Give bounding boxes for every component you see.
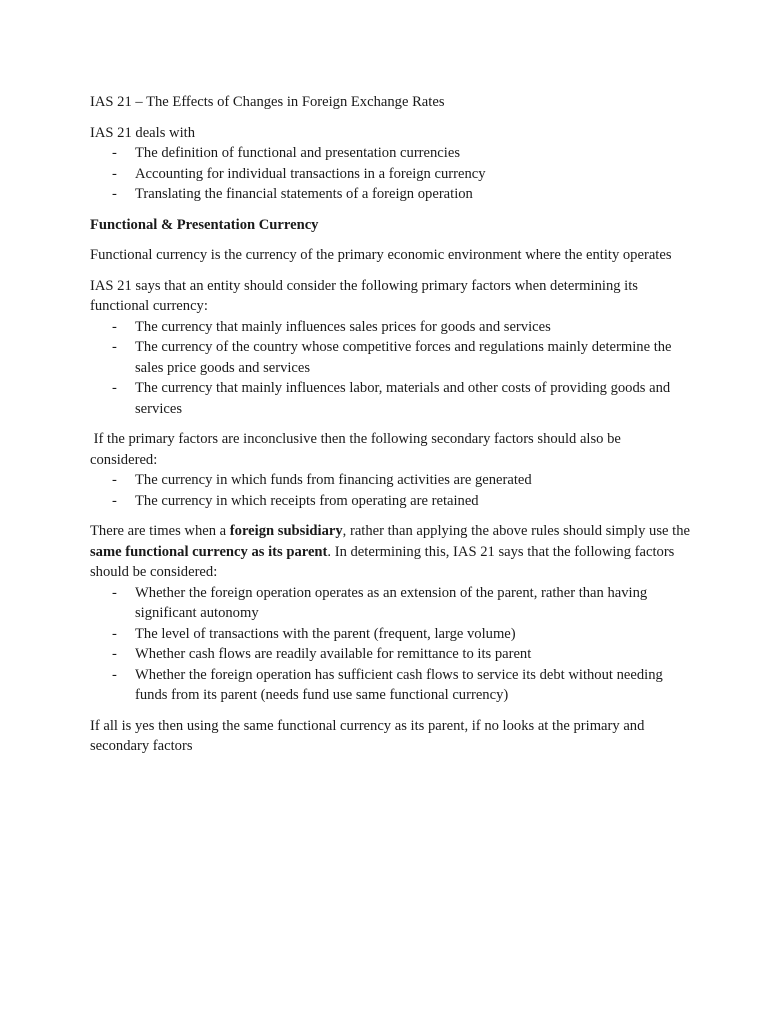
- list-item: - The currency in which receipts from operating are retained: [90, 491, 690, 512]
- subsidiary-text-3: . In determining this, IAS 21 says that the following factors should be considered:: [90, 543, 675, 580]
- list-item: - Whether the foreign operation operates as an extension of the parent, rather than having significant autonomy: [90, 583, 690, 624]
- list-item: - Accounting for individual transactions in a foreign currency: [90, 164, 690, 185]
- list-item: - Translating the financial statements of a foreign operation: [90, 184, 690, 205]
- secondary-factors-list: [90, 470, 690, 511]
- parent-factors-list: [90, 583, 690, 706]
- list-item: - The currency that mainly influences sales prices for goods and services: [90, 317, 690, 338]
- subsidiary-paragraph: [90, 521, 690, 583]
- list-item: - The currency in which funds from financing activities are generated: [90, 470, 690, 491]
- secondary-factors-intro: If the primary factors are inconclusive then the following secondary factors should also be considered:: [90, 431, 625, 468]
- primary-factors-list: [90, 317, 690, 420]
- intro-text: IAS 21 deals with: [90, 124, 195, 141]
- functional-definition: Functional currency is the currency of the primary economic environment where the entity operates: [90, 247, 672, 263]
- primary-factors-intro: IAS 21 says that an entity should consider the following primary factors when determining its functional currency:: [90, 277, 638, 314]
- section-heading: Functional & Presentation Currency: [90, 216, 319, 233]
- document-title: IAS 21 – The Effects of Changes in Foreign Exchange Rates: [90, 94, 445, 110]
- same-currency-emphasis: same functional currency as its parent: [90, 543, 328, 560]
- list-item: - The currency that mainly influences labor, materials and other costs of providing goods and services: [90, 378, 690, 419]
- document-page: [90, 92, 690, 757]
- list-item: - The definition of functional and presentation currencies: [90, 143, 690, 164]
- conclusion-text: If all is yes then using the same functional currency as its parent, if no looks at the primary and secondary factors: [90, 717, 645, 754]
- list-item: - Whether cash flows are readily available for remittance to its parent: [90, 644, 690, 665]
- subsidiary-text-2: , rather than applying the above rules should simply use the: [342, 523, 690, 539]
- foreign-subsidiary-emphasis: foreign subsidiary: [229, 523, 343, 539]
- subsidiary-text-1: There are times when a: [90, 523, 230, 539]
- list-item: - Whether the foreign operation has sufficient cash flows to service its debt without needing funds from its parent (needs fund use same functional currency): [90, 665, 690, 706]
- list-item: - The level of transactions with the parent (frequent, large volume): [90, 624, 690, 645]
- list-item: - The currency of the country whose competitive forces and regulations mainly determine the sales price goods and services: [90, 337, 690, 378]
- intro-list: [90, 143, 690, 205]
